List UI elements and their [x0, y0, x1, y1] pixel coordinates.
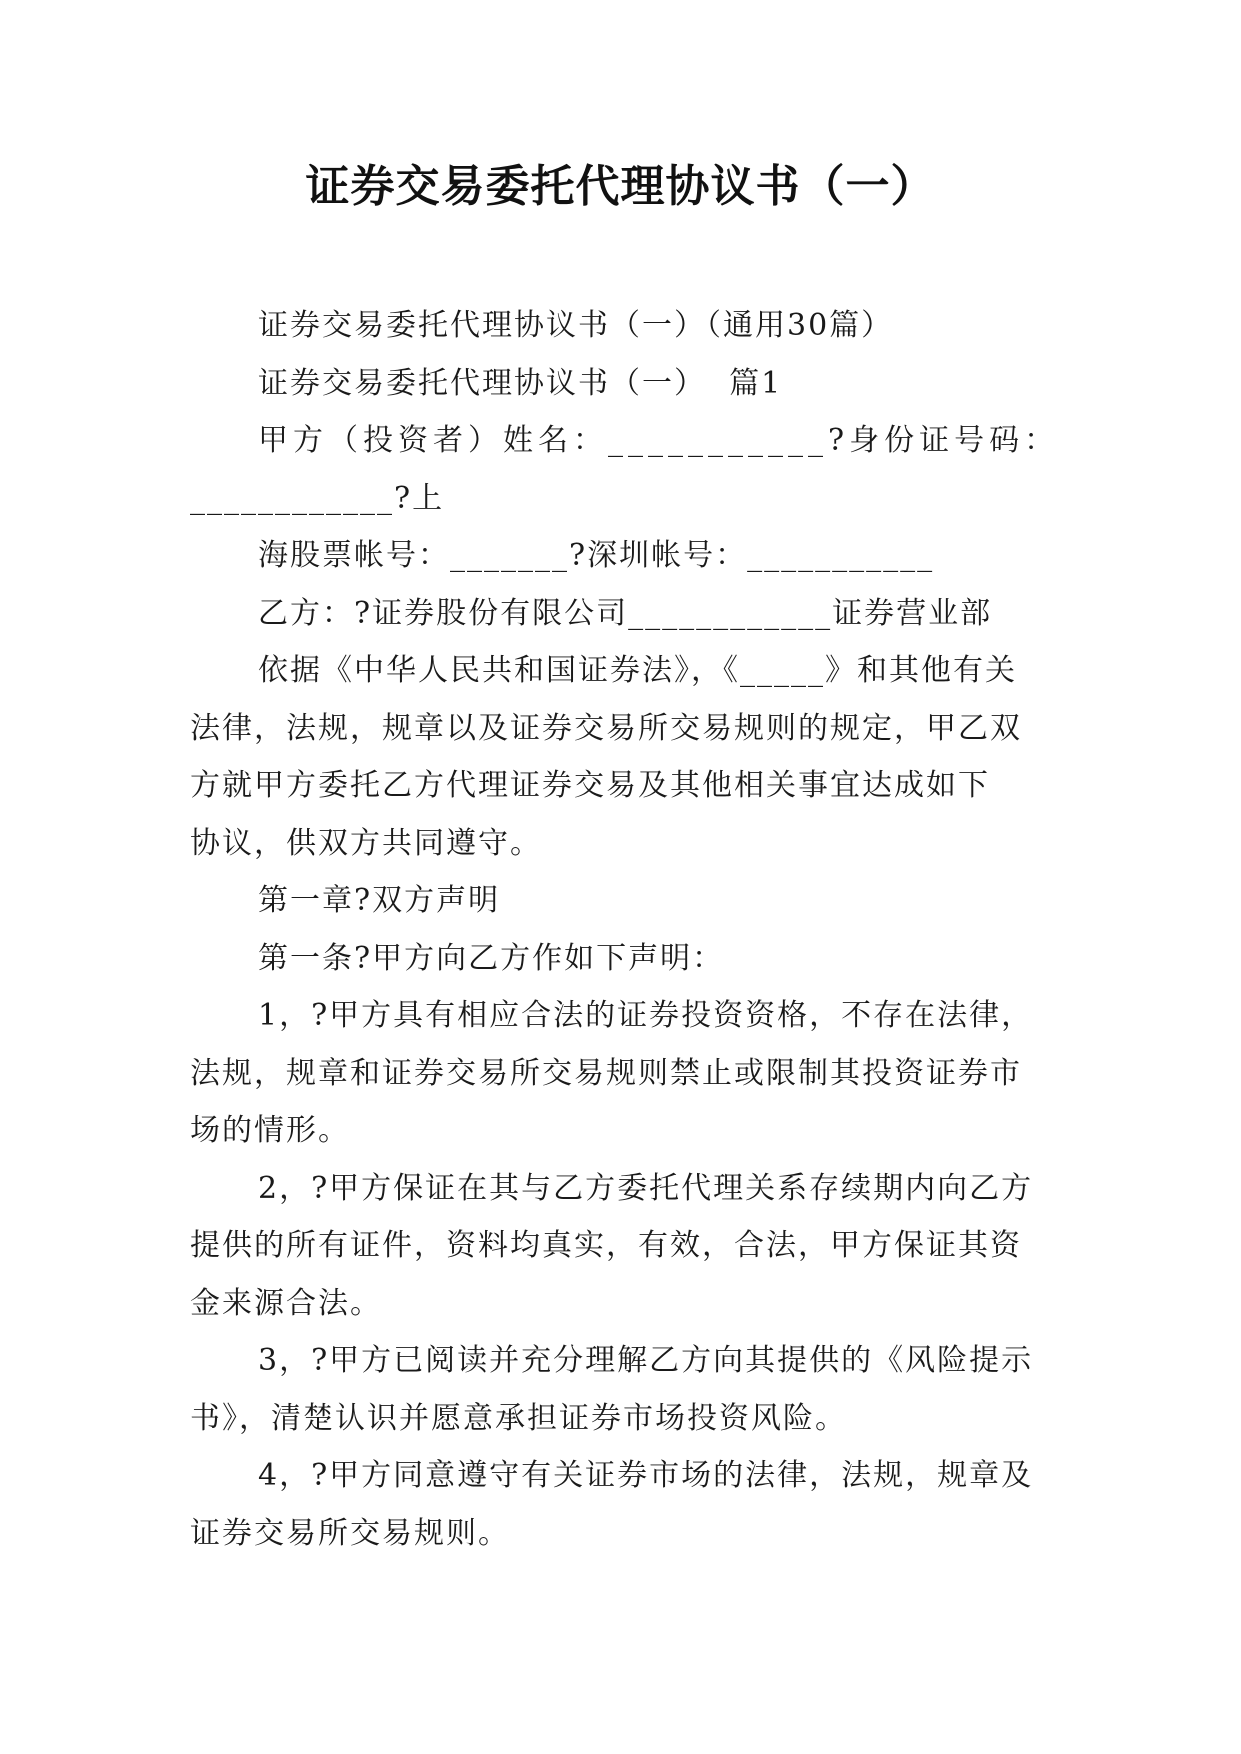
clause-line: 金来源合法。 [190, 1286, 382, 1321]
party-a-line: 甲方（投资者）姓名：___________?身份证号码： [258, 423, 1060, 458]
section-heading: 证券交易委托代理协议书（一） 篇1 [258, 366, 783, 401]
clause-line: 证券交易所交易规则。 [190, 1516, 510, 1551]
account-line: 海股票帐号：_______?深圳帐号：___________ [258, 538, 935, 573]
clause-line: 3，?甲方已阅读并充分理解乙方向其提供的《风险提示 [258, 1343, 1034, 1378]
chapter-heading: 第一章?双方声明 [258, 883, 501, 918]
party-a-line-cont: ____________?上 [190, 481, 445, 516]
clause-line: 法规，规章和证券交易所交易规则禁止或限制其投资证券市 [190, 1056, 1022, 1091]
paragraph-line: 依据《中华人民共和国证券法》，《_____》和其他有关 [258, 653, 1017, 688]
clause-line: 2，?甲方保证在其与乙方委托代理关系存续期内向乙方 [258, 1171, 1034, 1206]
paragraph-line: 法律，法规，规章以及证券交易所交易规则的规定，甲乙双 [190, 711, 1022, 746]
paragraph-line: 方就甲方委托乙方代理证券交易及其他相关事宜达成如下 [190, 768, 990, 803]
article-heading: 第一条?甲方向乙方作如下声明： [258, 941, 725, 976]
party-b-line: 乙方：?证券股份有限公司____________证券营业部 [258, 596, 993, 631]
clause-line: 书》，清楚认识并愿意承担证券市场投资风险。 [190, 1401, 847, 1436]
clause-line: 场的情形。 [190, 1113, 350, 1148]
paragraph-line: 协议，供双方共同遵守。 [190, 826, 542, 861]
subtitle-line: 证券交易委托代理协议书（一）（通用30篇） [258, 308, 894, 343]
clause-line: 4，?甲方同意遵守有关证券市场的法律，法规，规章及 [258, 1458, 1034, 1493]
clause-line: 1，?甲方具有相应合法的证券投资资格，不存在法律， [258, 998, 1034, 1033]
document-title: 证券交易委托代理协议书（一） [305, 161, 936, 212]
clause-line: 提供的所有证件，资料均真实，有效，合法，甲方保证其资 [190, 1228, 1022, 1263]
